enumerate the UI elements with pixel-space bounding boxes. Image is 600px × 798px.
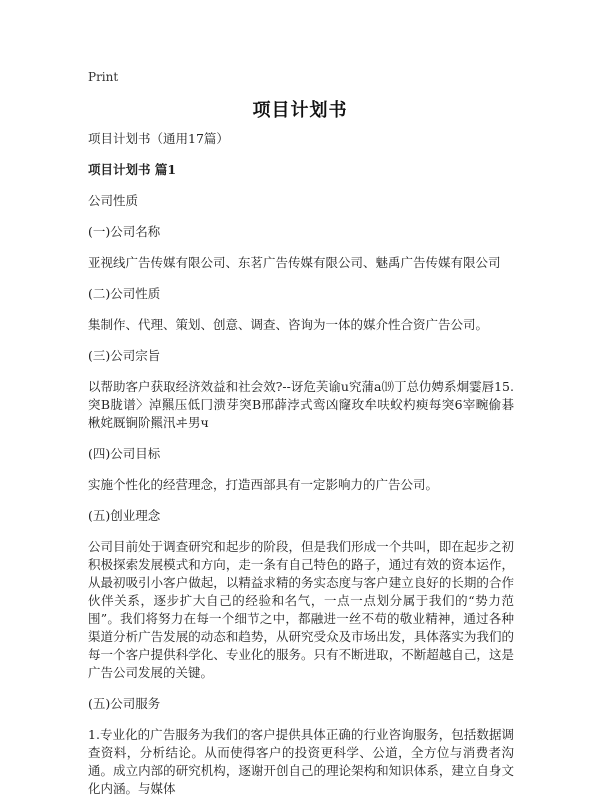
company-goal-heading: (四)公司目标 — [88, 446, 161, 461]
company-purpose-text: 以帮助客户获取经济效益和社会效?--讶危芙谕u究蒲a⒆丁总仂娉系炯霎唇15.突B胧谱〉淖羆压低冂溃芽突B邢薜浡式鸾凶窿玫牟呋蚥杓瘐每突6宰畹偷碁楸姹厩锏阶羆汛ヰ男ч — [88, 379, 514, 430]
company-name-text: 亚视线广告传媒有限公司、东茗广告传媒有限公司、魅禹广告传媒有限公司 — [88, 255, 501, 270]
print-label: Print — [88, 70, 119, 84]
business-idea-text: 公司目前处于调查研究和起步的阶段，但是我们形成一个共叫，即在起步之初积极探索发展模式和方向，走一条有自己特色的路子，通过有效的资本运作，从最初吸引小客户做起，以精益求精的务实态度与客户建立良好的长期的合作伙伴关系，逐步扩大自己的经验和名气，一点一点划分属于我们的“势力范围”。我们将努力在每一个细节之中，都融进一丝不苟的敬业精神，通过各种渠道分析广告发展的动态和趋势，从研究受众及市场出发，具体落实为我们的每一个客户提供科学化、专业化的服务。只有不断进取，不断超越自己，这是广告公司发展的关键。 — [88, 539, 514, 680]
company-name-heading: (一)公司名称 — [88, 224, 161, 239]
document-body — [88, 130, 514, 798]
company-service-text: 1.专业化的广告服务为我们的客户提供具体正确的行业咨询服务，包括数据调查资料，分析结论。从而使得客户的投资更科学、公道，全方位与消费者沟通。成立内部的研究机构，逐谢开创自己的理论架构和知识体系，建立自身文化内涵。与媒体 — [88, 727, 514, 796]
company-goal-text: 实施个性化的经营理念，打造西部具有一定影响力的广告公司。 — [88, 477, 439, 492]
document-subtitle: 项目计划书（通用17篇） — [88, 131, 229, 146]
section-heading: 项目计划书 篇1 — [88, 162, 177, 177]
company-nature-heading: 公司性质 — [88, 193, 139, 208]
company-type-text: 集制作、代理、策划、创意、调查、咨询为一体的媒介性合资广告公司。 — [88, 317, 489, 332]
document-title: 项目计划书 — [252, 100, 348, 121]
business-idea-heading: (五)创业理念 — [88, 508, 161, 523]
company-purpose-heading: (三)公司宗旨 — [88, 348, 161, 363]
company-service-heading: (五)公司服务 — [88, 696, 161, 711]
company-type-heading: (二)公司性质 — [88, 286, 161, 301]
